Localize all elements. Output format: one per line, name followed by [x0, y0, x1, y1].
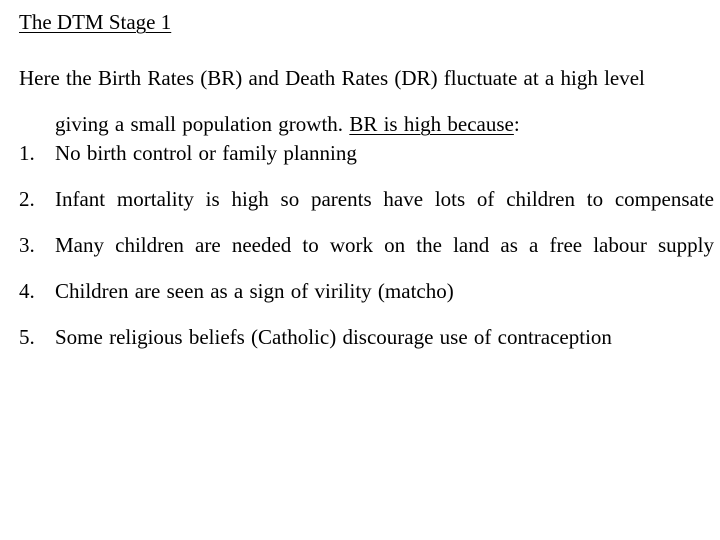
intro-underlined-phrase: BR is high because [349, 112, 514, 136]
list-item-number: 3. [19, 232, 35, 257]
list-item-number: 2. [19, 186, 35, 211]
list-item [19, 130, 714, 176]
slide-title-text: The DTM Stage 1 [19, 10, 172, 34]
list-item [19, 176, 714, 222]
intro-line-2-text: giving a small population growth. [55, 112, 350, 136]
list-item-text: Children are seen as a sign of virility (matcho) [55, 278, 454, 303]
intro-line-1: Here the Birth Rates (BR) and Death Rates (DR) fluctuate at a high level [19, 66, 645, 90]
reasons-list [19, 130, 714, 360]
slide-title [19, 8, 171, 36]
list-item-number: 4. [19, 278, 35, 303]
list-item [19, 268, 714, 314]
list-item-number: 5. [19, 324, 35, 349]
list-item-text: Some religious beliefs (Catholic) discourage use of contraception [55, 324, 612, 349]
list-item-text: Infant mortality is high so parents have lots of children to compensate [55, 186, 714, 211]
list-item [19, 314, 714, 360]
intro-line-2-end: : [513, 112, 520, 136]
list-item [19, 222, 714, 268]
list-item-text: Many children are needed to work on the land as a free labour supply [55, 232, 714, 257]
list-item-number: 1. [19, 140, 35, 165]
list-item-text: No birth control or family planning [55, 140, 357, 165]
